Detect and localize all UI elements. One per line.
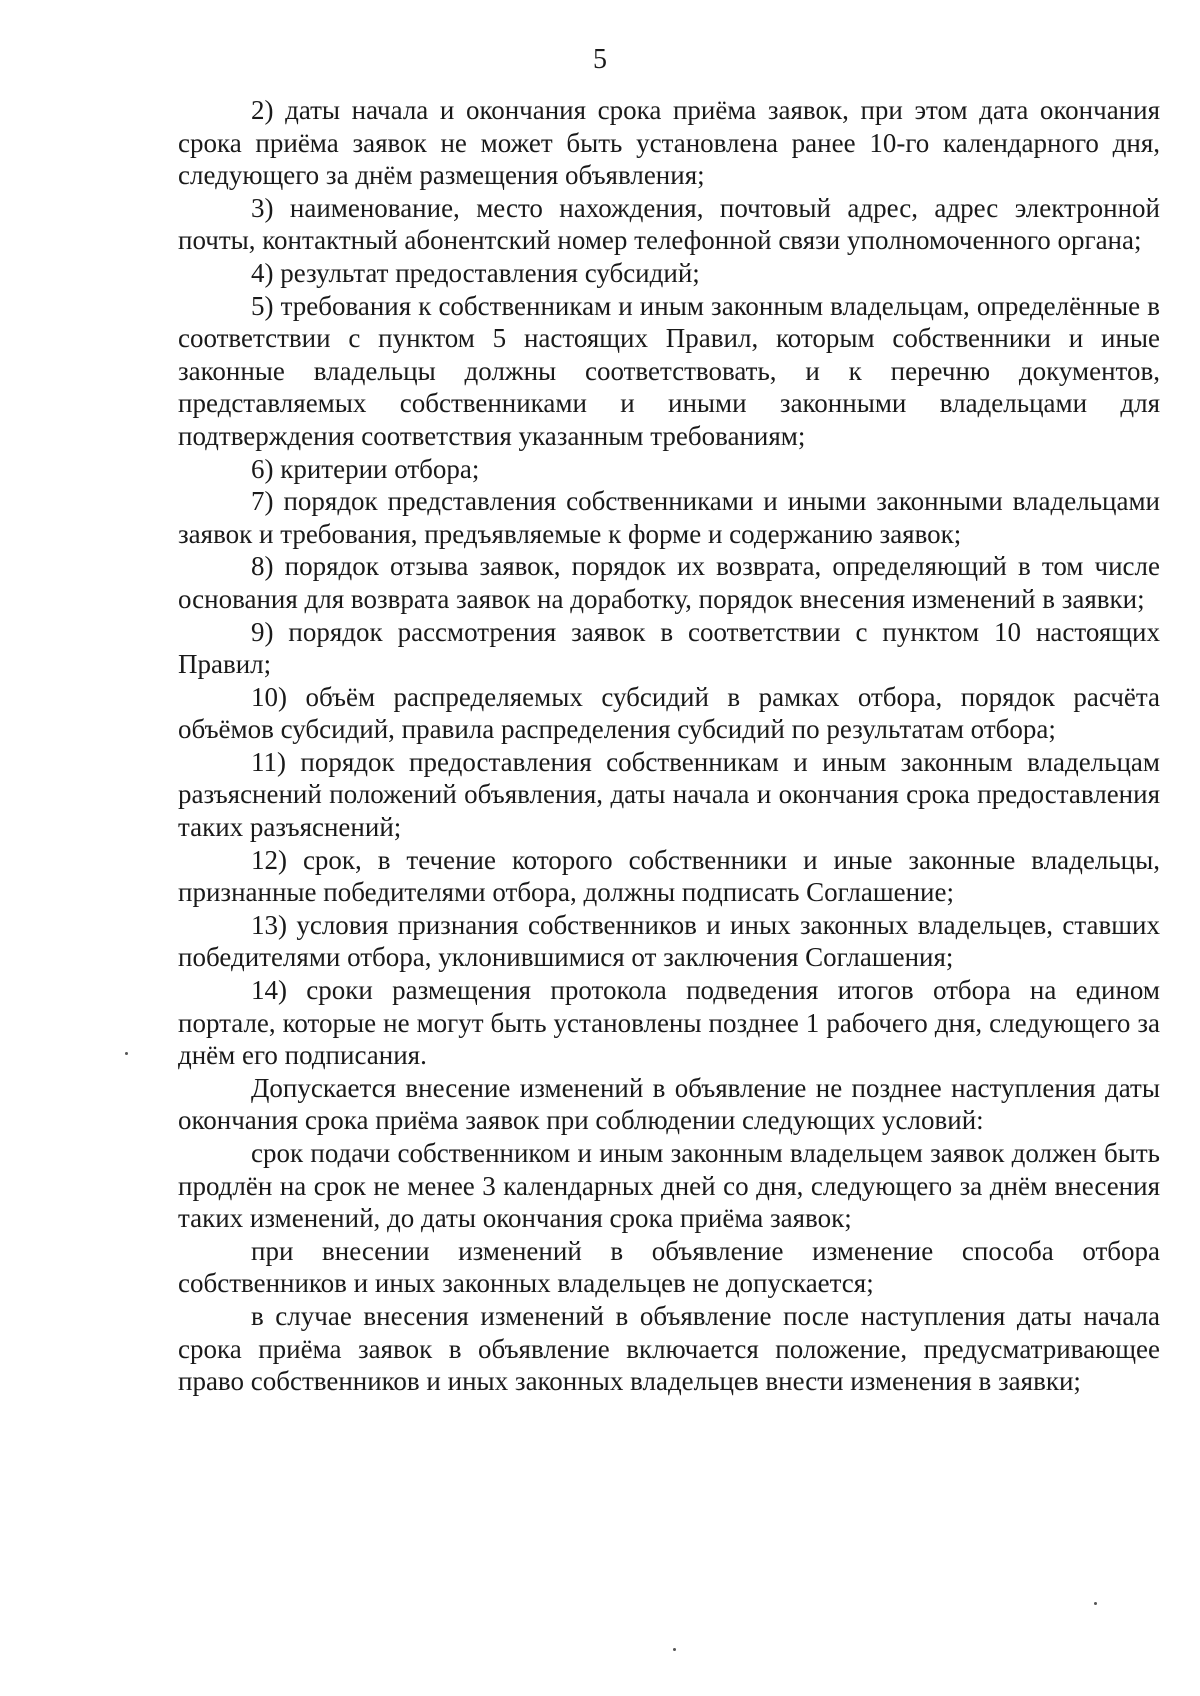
- paragraph-item-6: 6) критерии отбора;: [251, 453, 480, 484]
- paragraph-amendments-intro: Допускается внесение изменений в объявление не позднее наступления даты окончания срока приёма заявок при соблюдении следующих условий:: [178, 1072, 1160, 1136]
- paragraph-item-5: 5) требования к собственникам и иным законным владельцам, определённые в соответствии с пунктом 5 настоящих Правил, которым собственники и иные законные владельцы должны соответствовать, и к перечню документов, представляемых собственниками и иными законными владельцами для подтверждения соответствия указанным требованиям;: [178, 290, 1160, 451]
- paragraph-item-4: 4) результат предоставления субсидий;: [251, 257, 700, 288]
- paragraph-item-12: 12) срок, в течение которого собственники и иные законные владельцы, признанные победителями отбора, должны подписать Соглашение;: [178, 844, 1160, 908]
- paragraph-item-11: 11) порядок предоставления собственникам и иным законным владельцам разъяснений положений объявления, даты начала и окончания срока предоставления таких разъяснений;: [178, 746, 1160, 843]
- paragraph-condition-changes: в случае внесения изменений в объявление после наступления даты начала срока приёма заявок в объявление включается положение, предусматривающее право собственников и иных законных владельцев внести изменения в заявки;: [178, 1300, 1160, 1397]
- page-number: 5: [593, 44, 607, 75]
- document-body: [178, 94, 1160, 1398]
- scan-speck: [1094, 1602, 1097, 1605]
- scan-speck: [125, 1052, 128, 1055]
- paragraph-item-8: 8) порядок отзыва заявок, порядок их возврата, определяющий в том числе основания для возврата заявок на доработку, порядок внесения изменений в заявки;: [178, 551, 1160, 614]
- paragraph-item-13: 13) условия признания собственников и иных законных владельцев, ставших победителями отбора, уклонившимися от заключения Соглашения;: [178, 909, 1160, 973]
- paragraph-item-10: 10) объём распределяемых субсидий в рамках отбора, порядок расчёта объёмов субсидий, правила распределения субсидий по результатам отбора;: [178, 681, 1160, 745]
- paragraph-item-14: 14) сроки размещения протокола подведения итогов отбора на едином портале, которые не могут быть установлены позднее 1 рабочего дня, следующего за днём его подписания.: [178, 975, 1160, 1071]
- paragraph-item-9: 9) порядок рассмотрения заявок в соответствии с пунктом 10 настоящих Правил;: [178, 616, 1160, 680]
- paragraph-item-2: 2) даты начала и окончания срока приёма заявок, при этом дата окончания срока приёма заявок не может быть установлена ранее 10-го календарного дня, следующего за днём размещения объявления;: [178, 95, 1160, 191]
- paragraph-item-3: 3) наименование, место нахождения, почтовый адрес, адрес электронной почты, контактный абонентский номер телефонной связи уполномоченного органа;: [178, 192, 1160, 256]
- scan-speck: [673, 1648, 676, 1651]
- paragraph-condition-deadline: срок подачи собственником и иным законным владельцем заявок должен быть продлён на срок не менее 3 календарных дней со дня, следующего за днём внесения таких изменений, до даты окончания срока приёма заявок;: [178, 1138, 1160, 1234]
- paragraph-item-7: 7) порядок представления собственниками и иными законными владельцами заявок и требования, предъявляемые к форме и содержанию заявок;: [178, 486, 1160, 549]
- paragraph-condition-method: при внесении изменений в объявление изменение способа отбора собственников и иных законных владельцев не допускается;: [178, 1235, 1160, 1299]
